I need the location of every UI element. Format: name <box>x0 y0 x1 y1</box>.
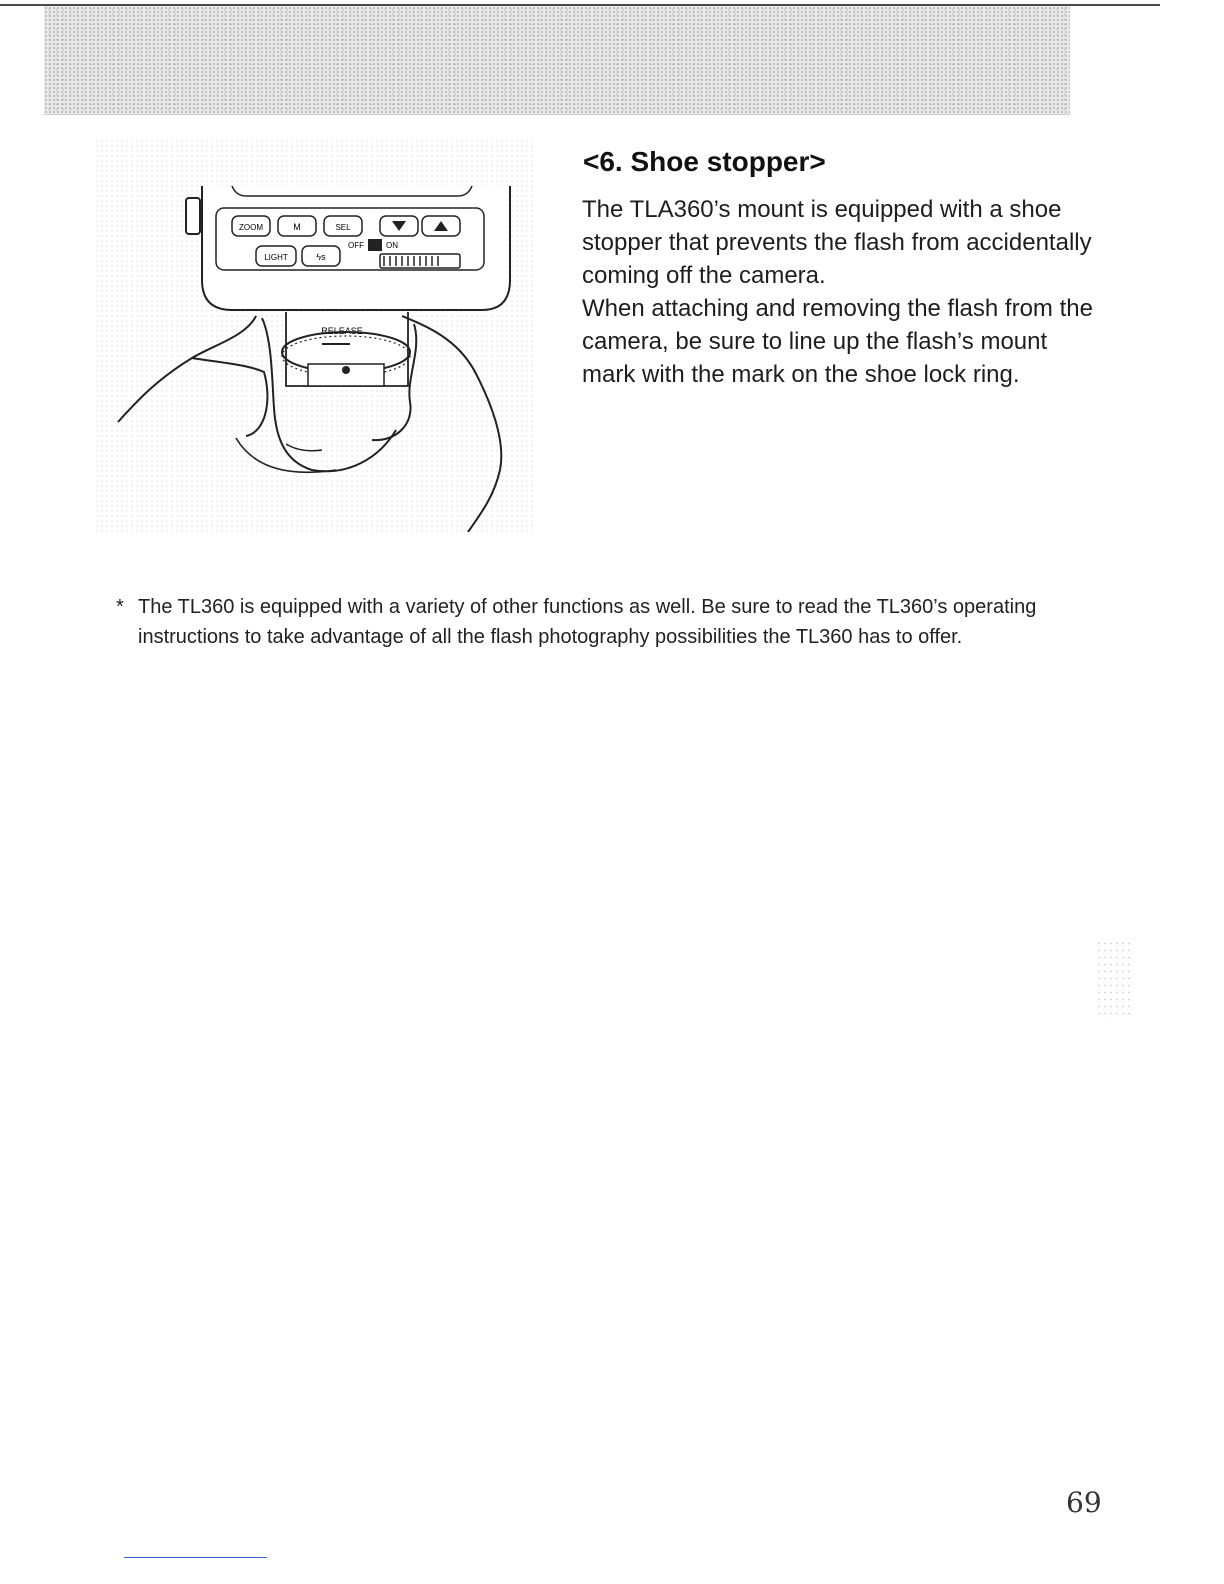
switch-off-label: OFF <box>348 241 364 250</box>
up-arrow-button <box>422 216 460 236</box>
margin-speckle <box>1096 940 1130 1020</box>
header-band <box>44 6 1070 115</box>
footnote <box>116 592 1076 652</box>
svg-text:ϟs: ϟs <box>316 252 326 262</box>
light-button <box>256 246 296 266</box>
flash-mount-drawing <box>96 140 536 532</box>
body-paragraph-2: When attaching and removing the flash from the camera, be sure to line up the flash’s mount mark with the mark on the shoe lock ring. <box>582 295 1093 388</box>
shoe-stopper-illustration <box>96 140 536 532</box>
m-button <box>278 216 316 236</box>
down-arrow-button <box>380 216 418 236</box>
svg-text:M: M <box>293 222 301 232</box>
slave-button <box>302 246 340 266</box>
mount-mark-icon <box>342 366 350 374</box>
footnote-marker: * <box>116 596 124 618</box>
bottom-rule <box>124 1557 267 1558</box>
section-body <box>582 193 1102 391</box>
svg-text:LIGHT: LIGHT <box>264 253 288 262</box>
side-latch <box>186 198 200 234</box>
svg-text:ZOOM: ZOOM <box>239 223 263 232</box>
sel-button <box>324 216 362 236</box>
page-number: 69 <box>1066 1486 1102 1519</box>
switch-on-label: ON <box>386 241 398 250</box>
release-label: RELEASE <box>321 326 363 336</box>
footnote-text: The TL360 is equipped with a variety of other functions as well. Be sure to read the TL360’s operating instructions to take advantage of all the flash photography possibilities the TL360 has to offer. <box>138 596 1037 648</box>
zoom-button <box>232 216 270 236</box>
section-title: <6. Shoe stopper> <box>583 146 826 177</box>
svg-text:SEL: SEL <box>335 223 351 232</box>
switch-indicator <box>368 239 382 251</box>
body-paragraph-1: The TLA360’s mount is equipped with a shoe stopper that prevents the flash from accidentally coming off the camera. <box>582 196 1092 289</box>
